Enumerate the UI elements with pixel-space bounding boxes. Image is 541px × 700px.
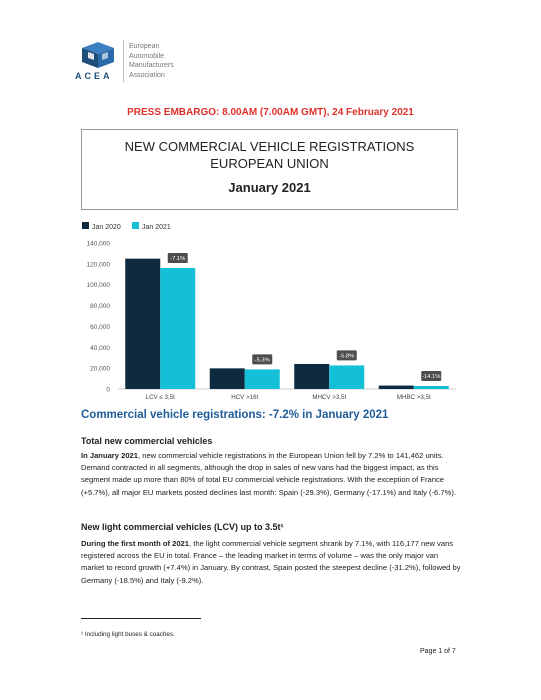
logo-divider: [123, 40, 124, 82]
title-line-1: NEW COMMERCIAL VEHICLE REGISTRATIONS: [124, 139, 415, 154]
bar: [160, 268, 195, 389]
section-title: Commercial vehicle registrations: -7.2% in January 2021: [81, 409, 389, 421]
page-number: Page 1 of 7: [420, 648, 456, 655]
x-category-label: HCV >16t: [231, 394, 259, 401]
logo-wordmark: ACEA: [75, 71, 113, 81]
y-tick-label: 120,000: [86, 261, 110, 269]
total-heading: Total new commercial vehicles: [81, 436, 213, 446]
org-line: Manufacturers: [129, 62, 174, 70]
bar: [245, 369, 280, 389]
lcv-paragraph: [81, 538, 461, 587]
org-line: European: [129, 43, 160, 50]
footnote-rule: [81, 618, 201, 619]
title-line-2: EUROPEAN UNION: [210, 156, 329, 171]
footnote: ¹ Including light buses & coaches.: [81, 631, 175, 638]
title-period: January 2021: [228, 180, 311, 195]
legend-swatch: [132, 222, 139, 229]
bar: [294, 364, 329, 389]
bar: [414, 386, 449, 389]
total-text: , new commercial vehicle registrations in the European Union fell by 7.2% to 141,462 units. Demand contracted in all segments, although the drop in sales of new vans had the biggest impact, as this segment made up more than 80% of total EU commercial vehicle registrations. With the exception of France (+5.7%), all major EU markets posted declines last month: Spain (-29.3%), Germany (-17.1%) and Italy (-6.7%).: [81, 451, 456, 497]
bar: [210, 368, 245, 389]
registrations-bar-chart: [60, 218, 460, 408]
bar: [125, 259, 160, 389]
total-paragraph: [81, 450, 461, 499]
change-label: -7.1%: [170, 256, 186, 263]
change-label: -5.8%: [339, 353, 355, 360]
lcv-text: , the light commercial vehicle segment shrank by 7.1%, with 116,177 new vans registered across the EU in total. France – the leading market in terms of volume – was the only major van market to record growth (+7.4%) in January. By contrast, Spain posted the steepest decline (-31.2%), followed by Germany (-18.5%) and Italy (-9.2%).: [81, 539, 461, 585]
legend-label: Jan 2021: [142, 224, 171, 231]
legend-swatch: [82, 222, 89, 229]
y-tick-label: 40,000: [90, 344, 110, 352]
change-label: -5.3%: [254, 357, 270, 364]
bar: [379, 386, 414, 389]
org-line: Association: [129, 71, 165, 79]
lcv-heading: New light commercial vehicles (LCV) up to 3.5t¹: [81, 522, 284, 532]
y-tick-label: 20,000: [90, 365, 110, 373]
embargo-notice: PRESS EMBARGO: 8.00AM (7.00AM GMT), 24 February 2021: [127, 107, 414, 118]
org-line: Automobile: [129, 52, 165, 60]
x-category-label: MHCV >3,5t: [312, 394, 347, 401]
x-category-label: MHBC >3,5t: [396, 394, 431, 401]
y-tick-label: 0: [106, 386, 110, 394]
x-category-label: LCV ≤ 3,5t: [145, 394, 175, 401]
acea-logo-icon: [78, 40, 118, 70]
change-label: -14.1%: [422, 374, 441, 381]
legend-label: Jan 2020: [92, 224, 121, 231]
title-box: [81, 129, 458, 210]
bar: [329, 365, 364, 389]
y-tick-label: 80,000: [90, 303, 110, 311]
lcv-lead: During the first month of 2021: [81, 539, 190, 548]
y-tick-label: 100,000: [86, 282, 110, 290]
y-tick-label: 60,000: [90, 323, 110, 331]
org-name: [129, 42, 174, 80]
y-tick-label: 140,000: [86, 240, 110, 248]
total-lead: In January 2021: [81, 451, 138, 460]
